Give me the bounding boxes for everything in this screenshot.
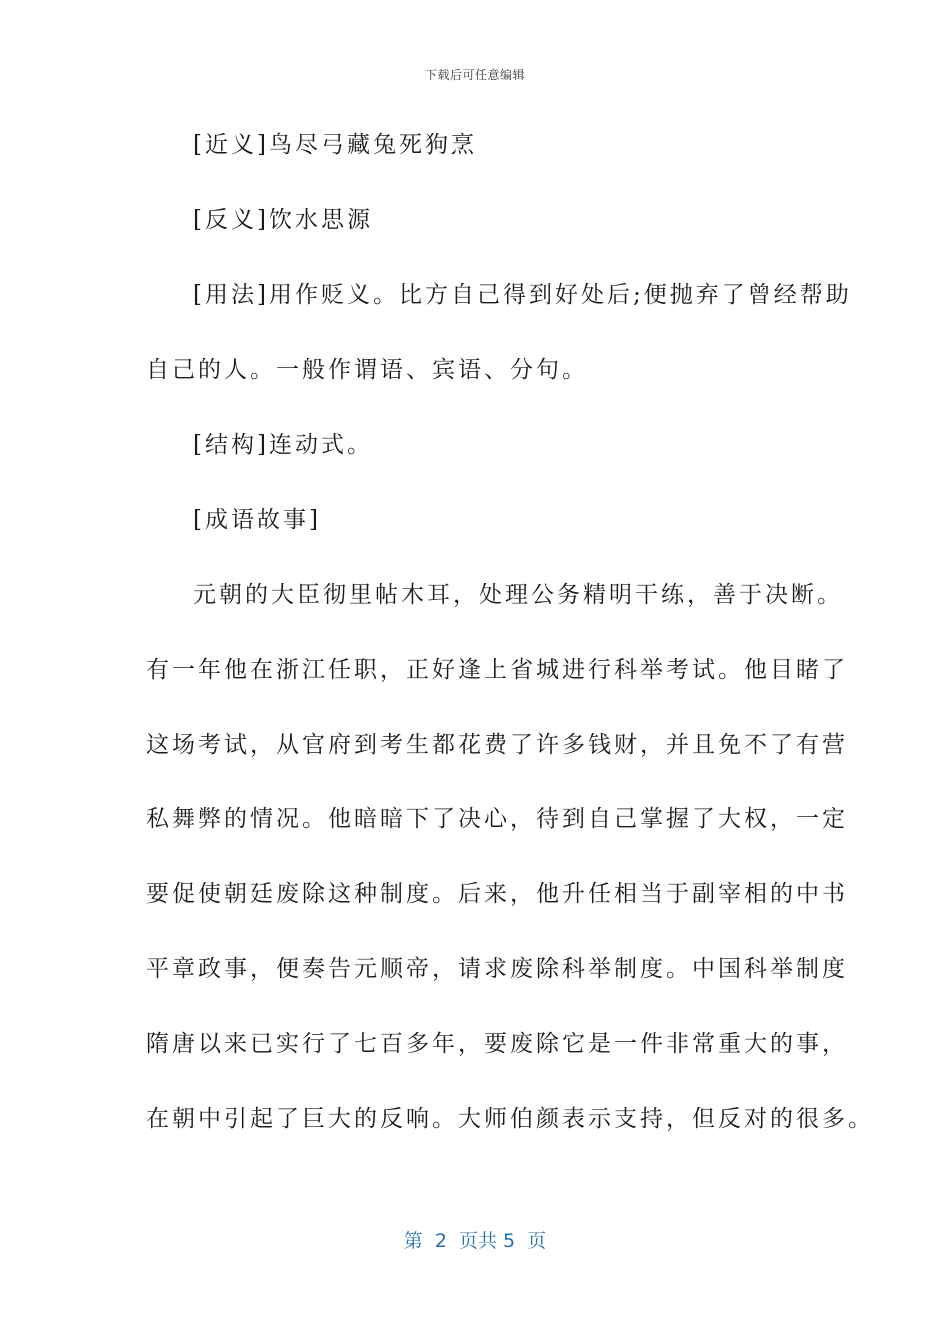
text-line-synonym: [近义]鸟尽弓藏兔死狗烹	[193, 132, 477, 158]
text-line-story-6: 平章政事，便奏告元顺帝，请求废除科举制度。中国科举制度	[146, 956, 848, 982]
text-line-story-2: 有一年他在浙江任职，正好逢上省城进行科举考试。他目睹了	[146, 657, 848, 683]
page-header: 下载后可任意编辑	[424, 68, 525, 82]
page-number-footer: 第 2 页共 5 页	[403, 1230, 547, 1252]
text-line-antonym: [反义]饮水思源	[193, 207, 373, 233]
text-line-story-7: 隋唐以来已实行了七百多年，要废除它是一件非常重大的事，	[146, 1031, 848, 1057]
text-line-story-1: 元朝的大臣彻里帖木耳，处理公务精明干练，善于决断。	[193, 582, 843, 608]
text-line-story-3: 这场考试，从官府到考生都花费了许多钱财，并且免不了有营	[146, 732, 848, 758]
text-line-usage-cont: 自己的人。一般作谓语、宾语、分句。	[146, 357, 588, 383]
text-line-story-5: 要促使朝廷废除这种制度。后来，他升任相当于副宰相的中书	[146, 881, 848, 907]
text-line-story-heading: [成语故事]	[193, 507, 321, 533]
text-line-structure: [结构]连动式。	[193, 432, 373, 458]
text-line-story-8: 在朝中引起了巨大的反响。大师伯颜表示支持，但反对的很多。	[146, 1106, 874, 1132]
text-line-story-4: 私舞弊的情况。他暗暗下了决心，待到自己掌握了大权，一定	[146, 806, 848, 832]
text-line-usage: [用法]用作贬义。比方自己得到好处后;便抛弃了曾经帮助	[193, 282, 852, 308]
